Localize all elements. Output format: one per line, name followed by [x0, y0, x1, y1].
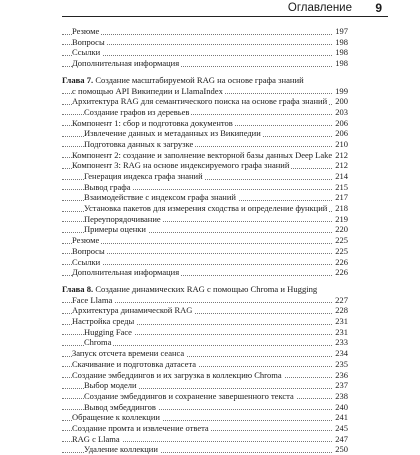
toc-entry-title: Ссылки — [72, 47, 101, 58]
toc-entry — [62, 370, 348, 381]
toc-entry-page: 198 — [335, 58, 348, 69]
toc-entry-page: 219 — [335, 213, 348, 224]
toc-entry-title: Генерация индекса графа знаний — [84, 171, 203, 182]
toc-entry — [62, 192, 348, 203]
chapter-7-heading — [62, 75, 348, 96]
toc-entry-page: 231 — [335, 326, 348, 337]
toc-entry-title: Hugging Face — [84, 326, 132, 337]
toc-entry-page: 245 — [335, 422, 348, 433]
toc-entry — [62, 150, 348, 161]
toc-entry — [62, 305, 348, 316]
toc-entry-title: Скачивание и подготовка датасета — [72, 358, 197, 369]
dot-leader — [62, 243, 334, 244]
toc-entry-page: 225 — [335, 245, 348, 256]
toc-entry-title: Выбор модели — [84, 380, 137, 391]
running-header — [0, 0, 420, 22]
toc-entry — [62, 257, 348, 268]
chapter-7-label: Глава 7. — [62, 74, 94, 85]
toc-entry-page: 206 — [335, 128, 348, 139]
toc-entry-page: 217 — [335, 192, 348, 203]
chapter-8-title-line1: Создание динамических RAG с помощью Chroma и Hugging — [95, 283, 318, 294]
toc-entry-page: 200 — [335, 96, 348, 107]
toc-entry — [62, 139, 348, 150]
table-of-contents — [62, 26, 348, 455]
toc-entry — [62, 26, 348, 37]
chapter-7-entries — [62, 96, 348, 278]
toc-entry — [62, 214, 348, 225]
toc-entry-title: Создание эмбеддингов и сохранение завершенного текста — [84, 390, 294, 401]
toc-entry-title: Вывод графа — [84, 181, 131, 192]
toc-entry-page: 197 — [335, 26, 348, 36]
toc-entry-title: Ссылки — [72, 256, 101, 267]
toc-entry-page: 238 — [335, 390, 348, 401]
chapter-8-title-line2: Face Llama — [72, 294, 113, 305]
toc-entry-page: 250 — [335, 444, 348, 455]
toc-entry-title: Вывод эмбеддингов — [84, 401, 156, 412]
toc-entry — [62, 47, 348, 58]
toc-entry-title: Подготовка данных к загрузке — [84, 138, 194, 149]
chapter-8-label: Глава 8. — [62, 283, 94, 294]
toc-entry — [62, 402, 348, 413]
toc-entry-page: 231 — [335, 316, 348, 327]
toc-entry-page: 241 — [335, 412, 348, 423]
toc-entry — [62, 359, 348, 370]
toc-entry-page: 198 — [335, 36, 348, 47]
toc-entry — [62, 96, 348, 107]
toc-entry-title: Вопросы — [72, 36, 105, 47]
toc-chapter-8 — [62, 284, 348, 455]
toc-entry — [62, 316, 348, 327]
toc-entry-title: Взаимодействие с индексом графа знаний — [84, 192, 236, 203]
toc-entry-page: 233 — [335, 337, 348, 348]
toc-entry — [62, 380, 348, 391]
toc-entry-page: 234 — [335, 348, 348, 359]
toc-entry-title: Дополнительная информация — [72, 267, 180, 278]
toc-entry — [62, 128, 348, 139]
toc-entry-title: Chroma — [84, 337, 112, 348]
chapter-8-page: 227 — [335, 294, 348, 305]
toc-entry-page: 218 — [335, 203, 348, 214]
toc-entry-title: Извлечение данных и метаданных из Википедии — [84, 128, 261, 139]
toc-entry-page: 220 — [335, 224, 348, 235]
toc-entry-title: Настройка среды — [72, 316, 135, 327]
toc-entry-page: 226 — [335, 267, 348, 278]
dot-leader — [62, 55, 334, 56]
toc-entry — [62, 58, 348, 69]
toc-entry — [62, 37, 348, 48]
toc-entry-title: Резюме — [72, 26, 100, 36]
toc-entry-title: Вопросы — [72, 245, 105, 256]
toc-entry-title: Переупорядочивание — [84, 213, 161, 224]
header-rule — [62, 16, 388, 17]
toc-entry-title: Обращение к коллекции — [72, 412, 160, 423]
toc-entry-page: 214 — [335, 171, 348, 182]
toc-entry-title: Компонент 1: сбор и подготовка документов — [72, 117, 233, 128]
chapter-7-page: 199 — [335, 85, 348, 96]
toc-entry-title: Запуск отсчета времени сеанса — [72, 348, 185, 359]
toc-entry-title: Компонент 2: создание и заполнение векторной базы данных Deep Lake — [72, 149, 333, 160]
chapter-7-title-line2: с помощью API Википедии и LlamaIndex — [72, 85, 223, 96]
toc-entry-page: 247 — [335, 433, 348, 444]
toc-entry-title: Примеры оценки — [84, 224, 146, 235]
toc-entry — [62, 118, 348, 129]
toc-entry-title: Установка пакетов для измерения сходства и определение функций — [84, 203, 328, 214]
toc-entry-title: Архитектура RAG для семантического поиска на основе графа знаний — [72, 96, 328, 107]
toc-entry-title: Создание эмбеддингов и их загрузка в коллекцию Chroma — [72, 369, 282, 380]
page-number: 9 — [375, 1, 382, 15]
toc-entry-page: 206 — [335, 117, 348, 128]
toc-entry-title: Архитектура динамической RAG — [72, 305, 193, 316]
toc-entry — [62, 444, 348, 455]
toc-entry — [62, 224, 348, 235]
toc-entry — [62, 107, 348, 118]
toc-chapter-7 — [62, 75, 348, 278]
toc-entry — [62, 337, 348, 348]
toc-entry-title: RAG с Llama — [72, 433, 120, 444]
toc-entry-page: 235 — [335, 358, 348, 369]
toc-entry — [62, 348, 348, 359]
toc-entry — [62, 434, 348, 445]
toc-entry-page: 240 — [335, 401, 348, 412]
toc-entry — [62, 423, 348, 434]
toc-entry-page: 212 — [335, 149, 348, 160]
toc-entry-title: Компонент 3: RAG на основе индексируемого графа знаний — [72, 160, 290, 171]
toc-entry-page: 210 — [335, 138, 348, 149]
toc-entry-page: 198 — [335, 47, 348, 58]
toc-entry — [62, 267, 348, 278]
toc-entry-title: Удаление коллекции — [84, 444, 158, 455]
toc-entry-title: Резюме — [72, 235, 100, 246]
toc-entry — [62, 391, 348, 402]
toc-top-entries — [62, 26, 348, 69]
running-header-title: Оглавление — [287, 2, 352, 14]
toc-entry-page: 203 — [335, 106, 348, 117]
toc-entry — [62, 246, 348, 257]
toc-entry-page: 225 — [335, 235, 348, 246]
toc-entry — [62, 327, 348, 338]
toc-entry — [62, 412, 348, 423]
toc-entry-title: Создание графов из деревьев — [84, 106, 190, 117]
toc-entry-page: 212 — [335, 160, 348, 171]
toc-entry-page: 215 — [335, 181, 348, 192]
chapter-8-heading — [62, 284, 348, 305]
toc-entry-title: Создание промта и извлечение ответа — [72, 422, 209, 433]
toc-entry-page: 236 — [335, 369, 348, 380]
toc-entry-page: 237 — [335, 380, 348, 391]
chapter-8-entries — [62, 305, 348, 455]
toc-entry-title: Дополнительная информация — [72, 58, 180, 69]
toc-entry — [62, 235, 348, 246]
toc-entry-page: 228 — [335, 305, 348, 316]
toc-entry — [62, 171, 348, 182]
toc-entry — [62, 203, 348, 214]
toc-entry — [62, 182, 348, 193]
toc-entry-page: 226 — [335, 256, 348, 267]
toc-entry — [62, 160, 348, 171]
dot-leader — [62, 34, 334, 35]
dot-leader — [62, 264, 334, 265]
chapter-7-title-line1: Создание масштабируемой RAG на основе графа знаний — [95, 74, 304, 85]
